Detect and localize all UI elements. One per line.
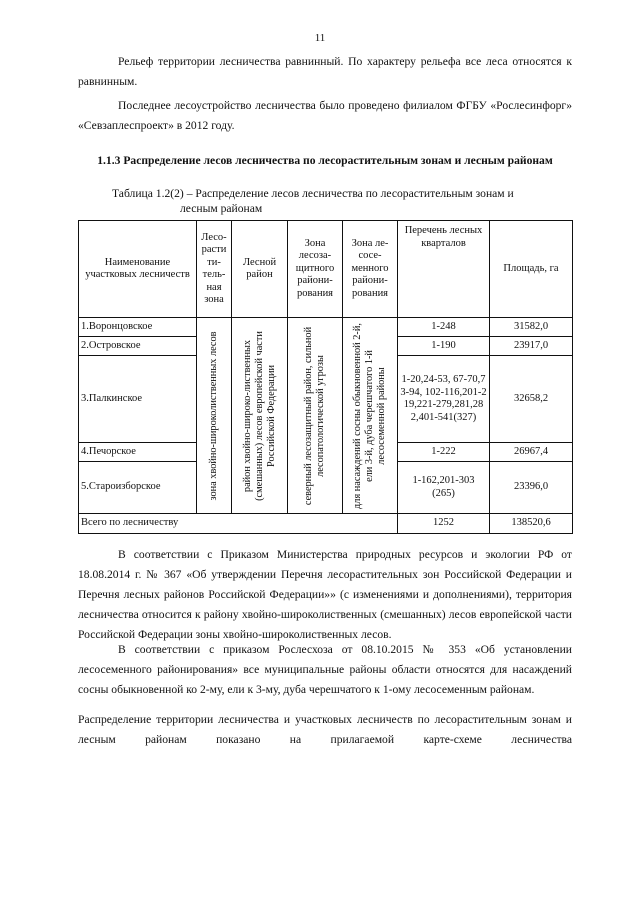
row-quarters: 1-248 [398,318,490,337]
total-area: 138520,6 [490,514,573,534]
paragraph-relief: Рельеф территории лесничества равнинный. По характеру рельефа все леса относятся к равнинным. [78,55,572,88]
total-label: Всего по лесничеству [79,514,398,534]
paragraph-map-reference: Распределение территории лесничества и участковых лесничеств по лесорастительным зонам и лесным районам показано на прилагаемой карте-схеме лесничества [78,713,572,746]
header-area: Площадь, га [490,221,573,318]
header-name: Наименование участковых лесничеств [79,221,197,318]
distribution-table [78,220,573,534]
merged-zone-text: зона хвойно-широколиственных лесов [208,330,219,501]
row-area: 23396,0 [490,462,573,514]
section-heading: 1.1.3 Распределение лесов лесничества по лесорастительным зонам и лесным районам [97,154,553,167]
row-name: 5.Староизборское [79,462,197,514]
header-quarters: Перечень лесных кварталов [398,221,490,318]
merged-seed-zone-cell [343,318,398,514]
row-area: 23917,0 [490,337,573,356]
merged-protect-zone-text: северный лесозащитный район, сильной лесопатологической угрозы [303,326,326,505]
row-area: 31582,0 [490,318,573,337]
table-total-row [79,514,573,534]
merged-district-cell [232,318,288,514]
paragraph-forest-inventory: Последнее лесоустройство лесничества было проведено филиалом ФГБУ «Рослесинфорг» «Севзаплеспроект» в 2012 году. [78,99,572,132]
row-name: 2.Островское [79,337,197,356]
merged-protect-zone-cell [288,318,343,514]
table-row [79,318,573,337]
row-quarters: 1-190 [398,337,490,356]
paragraph-ministry-order: В соответствии с Приказом Министерства природных ресурсов и экологии РФ от 18.08.2014 г. № 367 «Об утверждении Перечня лесорастительных зон Российской Федерации и Перечня лесных районов Российской Федерации»» (с изменениями и дополнениями), территория лесничества относится к району хвойно-широколиственных (смешанных) лесов европейской части Российской Федерации зоны хвойно-широколиственных лесов. [78,548,572,641]
paragraph-rosleskhoz-order: В соответствии с приказом Рослесхоза от 08.10.2015 № 353 «Об установлении лесосеменного районирования» все муниципальные районы области относятся для насаждений сосны обыкновенной ко 2-му, ели к 3-му, дуба черешчатого к 1-ому лесосеменным районам. [78,643,572,696]
merged-district-text: район хвойно-широко-лиственных (смешанных) лесов европейской части Российской Федерации [241,330,277,501]
header-seed-zone: Зона ле- сосе- менного райони- рования [343,221,398,318]
row-quarters: 1-222 [398,443,490,462]
table-caption-line1: Таблица 1.2(2) – Распределение лесов лесничества по лесорастительным зонам и [112,187,514,200]
row-name: 4.Печорское [79,443,197,462]
page-number: 11 [314,32,326,44]
row-area: 32658,2 [490,356,573,443]
merged-seed-zone-text: для насаждений сосны обыкновенной 2-й, ели 3-й, дуба черешчатого 1-й лесосеменной районы [352,322,387,509]
table-caption-line2: лесным районам [180,202,263,215]
total-quarters: 1252 [398,514,490,534]
row-name: 1.Воронцовское [79,318,197,337]
row-area: 26967,4 [490,443,573,462]
table-header-row [79,221,573,318]
merged-zone-cell [197,318,232,514]
header-protect-zone: Зона лесоза- щитного райони- рования [288,221,343,318]
row-quarters: 1-20,24-53, 67-70,73-94, 102-116,201-219,221-279,281,282,401-541(327) [398,356,490,443]
row-name: 3.Палкинское [79,356,197,443]
header-district: Лесной район [232,221,288,318]
header-zone: Лесо- расти ти- тель- ная зона [197,221,232,318]
row-quarters: 1-162,201-303 (265) [398,462,490,514]
